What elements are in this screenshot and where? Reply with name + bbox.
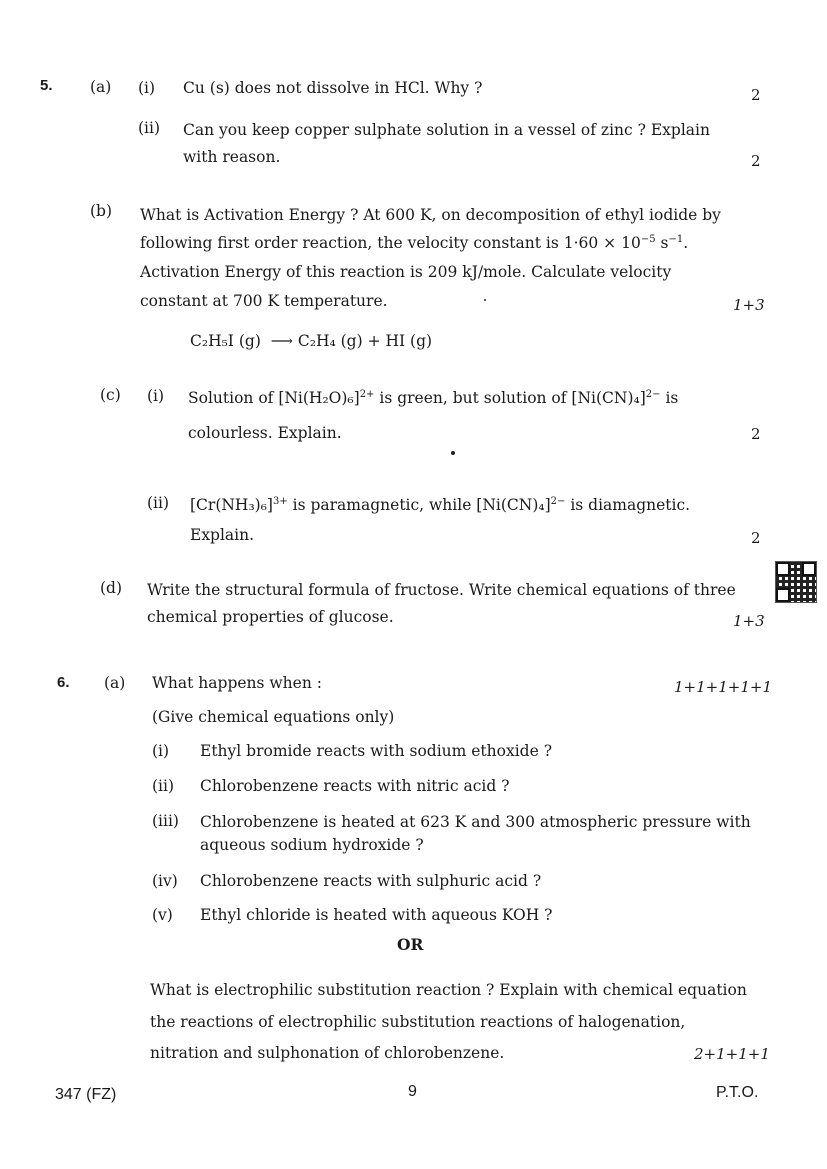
q6-a-item-text: Chlorobenzene is heated at 623 K and 300 atmospheric pressure with	[200, 813, 751, 831]
q6-a-intro: What happens when :	[152, 674, 322, 692]
q5-c-i-line2: colourless. Explain.	[188, 424, 342, 442]
or-divider: OR	[397, 935, 424, 954]
q6-a-item-text: Chlorobenzene reacts with sulphuric acid ?	[200, 872, 542, 890]
q5-b-label: (b)	[90, 202, 113, 220]
q6-a-item-text: Ethyl bromide reacts with sodium ethoxide ?	[200, 742, 553, 760]
q6-a-item-text: Ethyl chloride is heated with aqueous KOH ?	[200, 906, 553, 924]
q5-b-equation: C₂H₅I (g) ⟶ C₂H₄ (g) + HI (g)	[190, 332, 433, 350]
q5-a-ii-label: (ii)	[138, 119, 161, 137]
q5-c-ii-line1: $[Cr(NH_3)_6]^{3+}$ is paramagnetic, while $[Ni(CN)_4]^{2-}$ is diamagnetic.	[190, 495, 691, 514]
q6-a-item-text: Chlorobenzene reacts with nitric acid ?	[200, 777, 510, 795]
please-turn-over: P.T.O.	[716, 1084, 759, 1101]
q5-c-ii-label: (ii)	[147, 494, 170, 512]
stray-dot	[451, 451, 455, 455]
q5-c-ii-line2: Explain.	[190, 526, 255, 544]
q5-c-i-label: (i)	[147, 387, 165, 405]
q6-a-item-text-cont: aqueous sodium hydroxide ?	[200, 836, 424, 854]
q5-c-ii-marks: 2	[751, 529, 761, 547]
q6-a-item-label: (iv)	[152, 872, 178, 890]
q5-a-ii-text-line1: Can you keep copper sulphate solution in a vessel of zinc ? Explain	[183, 121, 710, 139]
q5-a-i-marks: 2	[751, 86, 761, 104]
q5-b-line3: Activation Energy of this reaction is 209 kJ/mole. Calculate velocity	[140, 263, 672, 281]
q5-a-i-label: (i)	[138, 79, 156, 97]
q5-c-i-line1: Solution of $[Ni(H_2O)_6]^{2+}$ is green, but solution of $[Ni(CN)_4]^{2-}$ is	[188, 388, 679, 407]
q6-a-item-label: (iii)	[152, 812, 179, 830]
q6-alt-marks: 2+1+1+1	[694, 1045, 770, 1063]
q5-d-line2: chemical properties of glucose.	[147, 608, 394, 626]
paper-code: 347 (FZ)	[55, 1086, 117, 1103]
q5-b-marks: 1+3	[733, 296, 765, 314]
q6-a-item-label: (i)	[152, 742, 170, 760]
q6-alt-line2: the reactions of electrophilic substitution reactions of halogenation,	[150, 1013, 686, 1031]
q6-a-item-label: (v)	[152, 906, 173, 924]
q5-b-line4: constant at 700 K temperature.	[140, 292, 388, 310]
q6-a-note: (Give chemical equations only)	[152, 708, 395, 726]
reaction-arrow-icon: ⟶	[270, 332, 293, 350]
q6-a-marks: 1+1+1+1+1	[674, 678, 772, 696]
q6-alt-line3: nitration and sulphonation of chlorobenzene.	[150, 1044, 505, 1062]
q5-b-line2: following first order reaction, the velocity constant is $1\cdot 60 \times 10^{-5}$ $s^{-1}$.	[140, 233, 689, 252]
q5-d-line1: Write the structural formula of fructose. Write chemical equations of three	[147, 581, 736, 599]
q5-c-i-marks: 2	[751, 425, 761, 443]
q5-b-line1: What is Activation Energy ? At 600 K, on decomposition of ethyl iodide by	[140, 206, 721, 224]
stray-dot	[484, 299, 486, 301]
q6-alt-line1: What is electrophilic substitution reaction ? Explain with chemical equation	[150, 981, 747, 999]
page-number: 9	[408, 1083, 417, 1100]
q5-c-label: (c)	[100, 386, 121, 404]
question-number-6: 6.	[57, 674, 70, 691]
q5-a-i-text: Cu (s) does not dissolve in HCl. Why ?	[183, 79, 483, 97]
q6-a-item-label: (ii)	[152, 777, 175, 795]
qr-code-icon	[776, 562, 816, 602]
q5-d-label: (d)	[100, 579, 123, 597]
q5-a-ii-text-line2: with reason.	[183, 148, 281, 166]
q6-a-label: (a)	[104, 674, 126, 692]
q5-a-label: (a)	[90, 78, 112, 96]
q5-d-marks: 1+3	[733, 612, 765, 630]
question-number-5: 5.	[40, 77, 53, 94]
q5-a-ii-marks: 2	[751, 152, 761, 170]
